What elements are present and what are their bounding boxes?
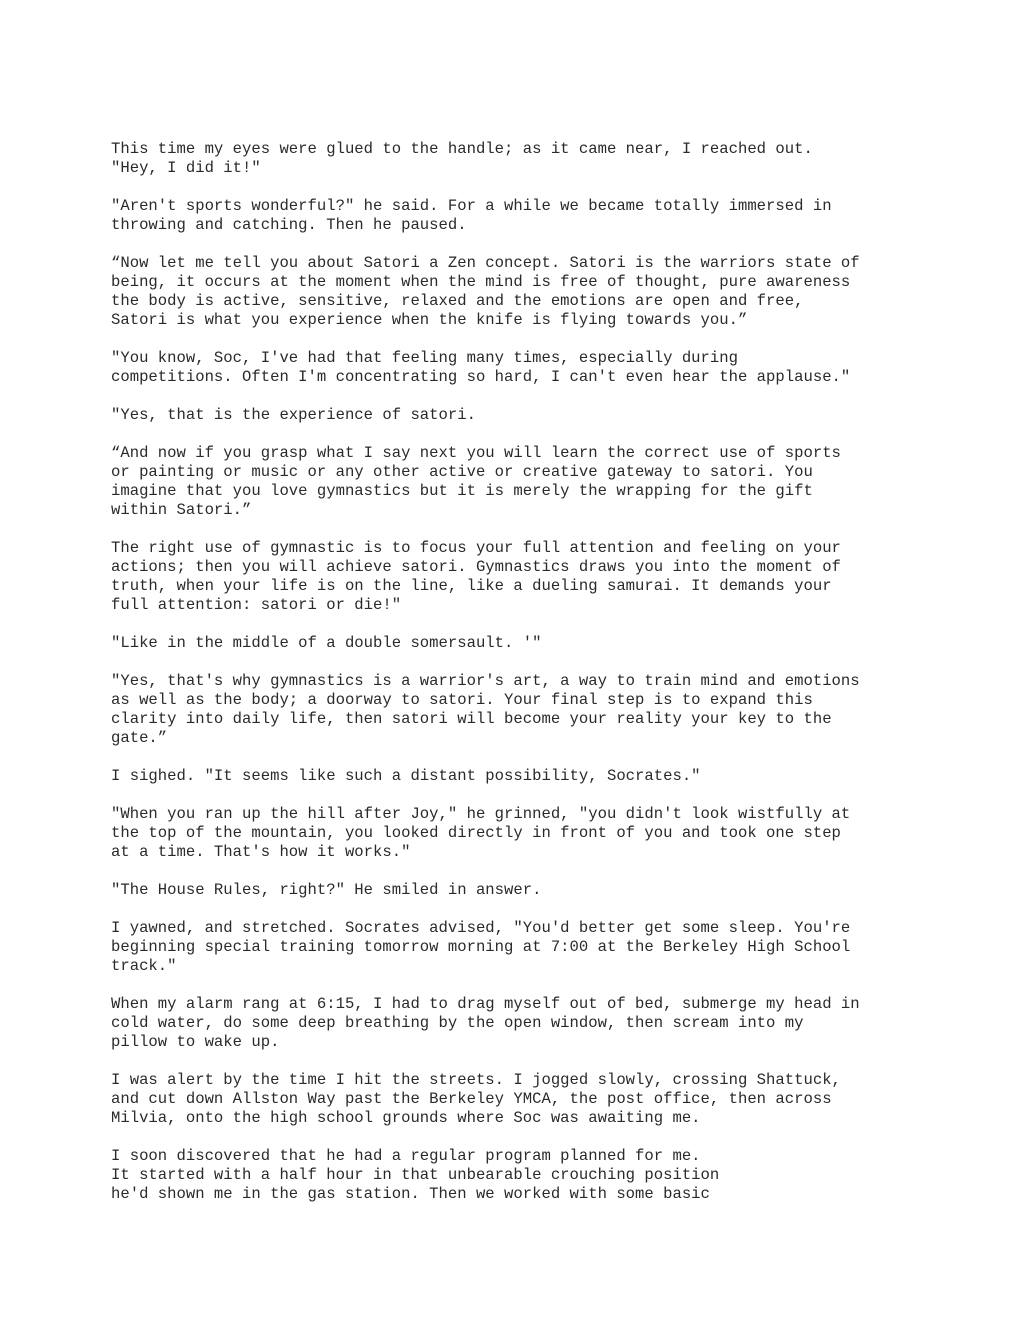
paragraph-14: When my alarm rang at 6:15, I had to drag myself out of bed, submerge my head in cold water, do some deep breathing by the open window, then scream into my pillow to wake up. (111, 995, 860, 1051)
paragraph-3: “Now let me tell you about Satori a Zen concept. Satori is the warriors state of being, it occurs at the moment when the mind is free of thought, pure awareness the body is active, sensitive, relaxed and the emotions are open and free, Satori is what you experience when the knife is flying towards you.” (111, 254, 860, 329)
paragraph-5: "Yes, that is the experience of satori. (111, 406, 476, 424)
paragraph-1: This time my eyes were glued to the handle; as it came near, I reached out. "Hey, I did it!" (111, 140, 813, 177)
paragraph-10: I sighed. "It seems like such a distant possibility, Socrates." (111, 767, 701, 785)
paragraph-4: "You know, Soc, I've had that feeling many times, especially during competitions. Often I'm concentrating so hard, I can't even hear the applause." (111, 349, 851, 386)
paragraph-2: "Aren't sports wonderful?" he said. For a while we became totally immersed in throwing and catching. Then he paused. (111, 197, 832, 234)
paragraph-16: I soon discovered that he had a regular program planned for me. It started with a half hour in that unbearable crouching position he'd shown me in the gas station. Then we worked with some basic (111, 1147, 720, 1203)
paragraph-8: "Like in the middle of a double somersault. '" (111, 634, 542, 652)
paragraph-6: “And now if you grasp what I say next you will learn the correct use of sports or painting or music or any other active or creative gateway to satori. You imagine that you love gymnastics but it is merely the wrapping for the gift within Satori.” (111, 444, 841, 519)
paragraph-9: "Yes, that's why gymnastics is a warrior's art, a way to train mind and emotions as well as the body; a doorway to satori. Your final step is to expand this clarity into daily life, then satori will become your reality your key to the gate.” (111, 672, 860, 747)
paragraph-7: The right use of gymnastic is to focus your full attention and feeling on your actions; then you will achieve satori. Gymnastics draws you into the moment of truth, when your life is on the line, like a dueling samurai. It demands your full attention: satori or die!" (111, 539, 841, 614)
paragraph-15: I was alert by the time I hit the streets. I jogged slowly, crossing Shattuck, and cut down Allston Way past the Berkeley YMCA, the post office, then across Milvia, onto the high school grounds where Soc was awaiting me. (111, 1071, 841, 1127)
paragraph-13: I yawned, and stretched. Socrates advised, "You'd better get some sleep. You're beginning special training tomorrow morning at 7:00 at the Berkeley High School track." (111, 919, 851, 975)
paragraph-12: "The House Rules, right?" He smiled in answer. (111, 881, 542, 899)
body-text (111, 140, 931, 1204)
paragraph-11: "When you ran up the hill after Joy," he grinned, "you didn't look wistfully at the top of the mountain, you looked directly in front of you and took one step at a time. That's how it works." (111, 805, 851, 861)
